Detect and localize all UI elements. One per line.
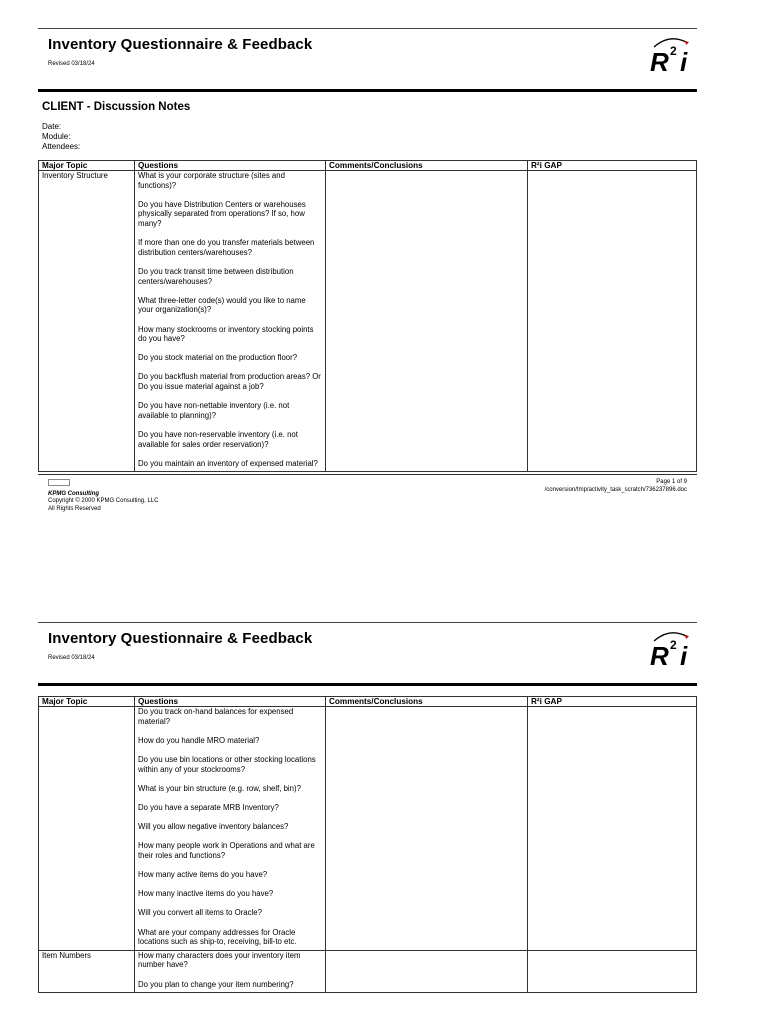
question-text: Do you stock material on the production floor? <box>138 353 298 363</box>
col-major-topic: Major Topic <box>39 697 135 707</box>
gap-cell[interactable] <box>528 707 697 951</box>
question-text: What are your company addresses for Oracle locations such as ship-to, receiving, bill-to etc. <box>138 927 297 947</box>
topic-cell <box>39 707 135 951</box>
question-text: How many inactive items do you have? <box>138 889 274 899</box>
col-gap: R²i GAP <box>528 161 697 171</box>
meeting-meta <box>42 122 697 152</box>
topic-cell: Inventory Structure <box>39 171 135 472</box>
file-path: /conversion/tmp/activity_task_scratch/736237896.doc <box>544 486 687 493</box>
gap-cell[interactable] <box>528 950 697 992</box>
r2i-logo <box>648 35 692 75</box>
question-text: What is your bin structure (e.g. row, shelf, bin)? <box>138 783 301 793</box>
page-header <box>38 29 697 89</box>
svg-text:R: R <box>650 641 669 669</box>
table-header-row <box>39 161 697 171</box>
question-text: Do you use bin locations or other stocking locations within any of your stockrooms? <box>138 754 316 774</box>
questionnaire-table-page-1 <box>38 160 697 472</box>
question-text: How many stockrooms or inventory stocking points do you have? <box>138 324 314 344</box>
revised-date: Revised 03/18/24 <box>48 61 95 67</box>
col-major-topic: Major Topic <box>39 161 135 171</box>
date-label: Date: <box>42 122 62 131</box>
table-row <box>39 171 697 472</box>
question-text: Do you have a separate MRB Inventory? <box>138 802 279 812</box>
question-text: What is your corporate structure (sites and functions)? <box>138 171 285 190</box>
footer-copyright-line: Copyright © 2000 KPMG Consulting, LLC <box>48 498 159 505</box>
question-text: How do you handle MRO material? <box>138 735 260 745</box>
col-comments: Comments/Conclusions <box>326 697 528 707</box>
page-number: Page 1 of 9 <box>656 479 687 486</box>
footer-copyright <box>48 479 158 513</box>
footer-page-info <box>545 479 687 494</box>
table-row <box>39 950 697 992</box>
footer-firm: KPMG Consulting <box>48 490 99 497</box>
question-text: How many active items do you have? <box>138 870 268 880</box>
document-title: Inventory Questionnaire & Feedback <box>48 630 313 647</box>
svg-text:i: i <box>680 47 688 75</box>
questions-cell <box>135 950 326 992</box>
question-text: Do you maintain an inventory of expensed material? <box>138 458 318 468</box>
table-row <box>39 707 697 951</box>
question-text: Do you track on-hand balances for expensed material? <box>138 707 294 726</box>
question-text: Do you have non-reservable inventory (i.e. not available for sales order reservation)? <box>138 430 298 449</box>
col-gap: R²i GAP <box>528 697 697 707</box>
svg-text:R: R <box>650 47 669 75</box>
header-rule <box>38 683 697 686</box>
module-label: Module: <box>42 132 71 141</box>
svg-text:2: 2 <box>670 44 677 58</box>
page-header <box>38 623 697 683</box>
topic-cell: Item Numbers <box>39 950 135 992</box>
question-text: How many people work in Operations and what are their roles and functions? <box>138 841 315 860</box>
col-questions: Questions <box>135 697 326 707</box>
kpmg-logo-icon <box>48 479 70 486</box>
r2i-logo <box>648 629 692 669</box>
question-text: Do you have Distribution Centers or warehouses physically separated from operations? If so, how many? <box>138 199 306 228</box>
question-text: Do you track transit time between distribution centers/warehouses? <box>138 266 294 286</box>
question-text: What three-letter code(s) would you like to name your organization(s)? <box>138 295 306 315</box>
document-page-2 <box>38 622 697 993</box>
document-page-1 <box>38 28 697 515</box>
question-text: Do you have non-nettable inventory (i.e. not available to planning)? <box>138 401 290 420</box>
document-title: Inventory Questionnaire & Feedback <box>48 36 313 53</box>
footer-rights: All Rights Reserved <box>48 505 101 512</box>
comments-cell[interactable] <box>326 707 528 951</box>
client-discussion-title: CLIENT - Discussion Notes <box>42 101 191 113</box>
svg-text:i: i <box>680 641 688 669</box>
attendees-label: Attendees: <box>42 142 81 151</box>
revised-date: Revised 03/18/24 <box>48 655 95 661</box>
comments-cell[interactable] <box>326 950 528 992</box>
questionnaire-table-page-2 <box>38 696 697 993</box>
comments-cell[interactable] <box>326 171 528 472</box>
col-comments: Comments/Conclusions <box>326 161 528 171</box>
gap-cell[interactable] <box>528 171 697 472</box>
table-header-row <box>39 697 697 707</box>
questions-cell <box>135 171 326 472</box>
question-text: Will you convert all items to Oracle? <box>138 908 262 918</box>
page-footer <box>38 475 697 515</box>
question-text: If more than one do you transfer materials between distribution centers/warehouses? <box>138 238 315 257</box>
header-rule <box>38 89 697 92</box>
svg-text:2: 2 <box>670 638 677 652</box>
questions-cell <box>135 707 326 951</box>
question-text: How many characters does your inventory item number have? <box>138 950 301 970</box>
question-text: Will you allow negative inventory balances? <box>138 822 289 832</box>
question-text: Do you plan to change your item numbering? <box>138 979 294 989</box>
col-questions: Questions <box>135 161 326 171</box>
question-text: Do you backflush material from production areas? Or Do you issue material against a job? <box>138 372 321 392</box>
